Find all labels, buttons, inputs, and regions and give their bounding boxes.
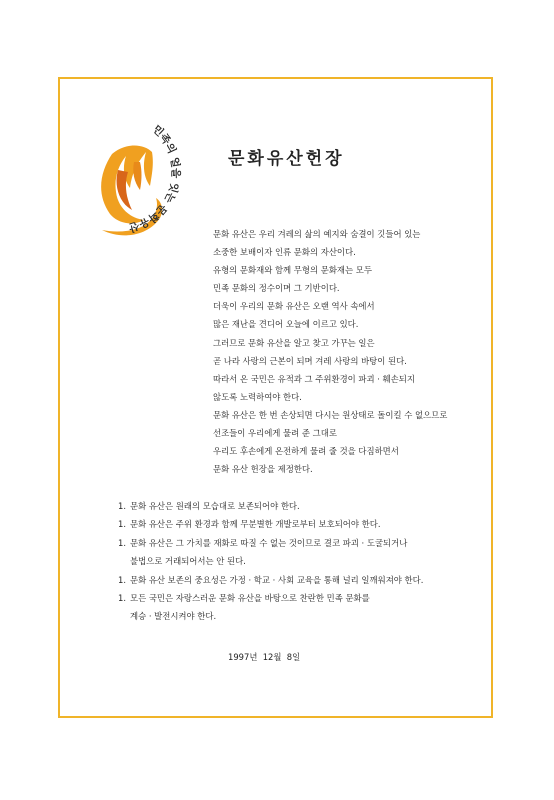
preamble-line: 많은 재난을 견디어 오늘에 이르고 있다. — [213, 319, 359, 330]
article-number: 1. — [118, 574, 126, 585]
preamble-line: 선조들이 우리에게 물려 준 그대로 — [213, 428, 337, 439]
preamble-line: 그러므로 문화 유산을 알고 찾고 가꾸는 일은 — [213, 337, 375, 348]
article-item — [118, 497, 478, 515]
article-number: 1. — [118, 537, 126, 548]
article-item — [118, 589, 478, 626]
preamble-line: 소중한 보배이자 인류 문화의 자산이다. — [213, 247, 356, 258]
article-line: 계승 · 발전시켜야 한다. — [130, 611, 217, 622]
article-line: 모든 국민은 자랑스러운 문화 유산을 바탕으로 찬란한 민족 문화를 — [130, 593, 370, 603]
article-number: 1. — [118, 519, 126, 530]
preamble-line: 곧 나라 사랑의 근본이 되며 겨레 사랑의 바탕이 된다. — [213, 355, 407, 366]
article-line: 문화 유산은 그 가치를 재화로 따질 수 없는 것이므로 결코 파괴 · 도굴되거나 — [130, 537, 408, 548]
article-line: 문화 유산 보존의 중요성은 가정 · 학교 · 사회 교육을 통해 널리 일깨워져야 한다. — [130, 574, 424, 585]
preamble-line: 문화 유산은 우리 겨레의 삶의 예지와 숨결이 깃들어 있는 — [213, 229, 421, 239]
article-line: 불법으로 거래되어서는 안 된다. — [130, 556, 246, 567]
document-title: 문화유산헌장 — [228, 149, 345, 169]
emblem-text: 민족의 얼을 잇는 문화유산 — [127, 123, 182, 234]
article-item — [118, 534, 478, 571]
article-item — [118, 515, 478, 533]
preamble-line: 않도록 노력하여야 한다. — [213, 391, 302, 402]
article-line: 문화 유산은 원래의 모습대로 보존되어야 한다. — [130, 501, 300, 511]
preamble-line: 더욱이 우리의 문화 유산은 오랜 역사 속에서 — [213, 301, 375, 312]
article-number: 1. — [118, 501, 126, 511]
preamble-line: 따라서 온 국민은 유적과 그 주위환경이 파괴 · 훼손되지 — [213, 373, 415, 384]
preamble-line: 문화 유산은 한 번 손상되면 다시는 원상태로 돌이킬 수 없으므로 — [213, 409, 448, 420]
article-item — [118, 571, 478, 589]
document-date: 1997년 12월 8일 — [228, 652, 301, 662]
preamble-line: 민족 문화의 정수이며 그 기반이다. — [213, 283, 340, 294]
preamble-line: 우리도 후손에게 온전하게 물려 줄 것을 다짐하면서 — [213, 446, 399, 457]
article-line: 문화 유산은 주위 환경과 함께 무분별한 개발로부터 보호되어야 한다. — [130, 519, 381, 530]
preamble-line: 문화 유산 헌장을 제정한다. — [213, 464, 313, 475]
heritage-emblem-icon — [82, 122, 190, 252]
preamble-line: 유형의 문화재와 함께 무형의 문화재는 모두 — [213, 265, 372, 276]
article-number: 1. — [118, 593, 126, 603]
preamble-text — [213, 225, 483, 478]
articles-list — [118, 497, 478, 626]
